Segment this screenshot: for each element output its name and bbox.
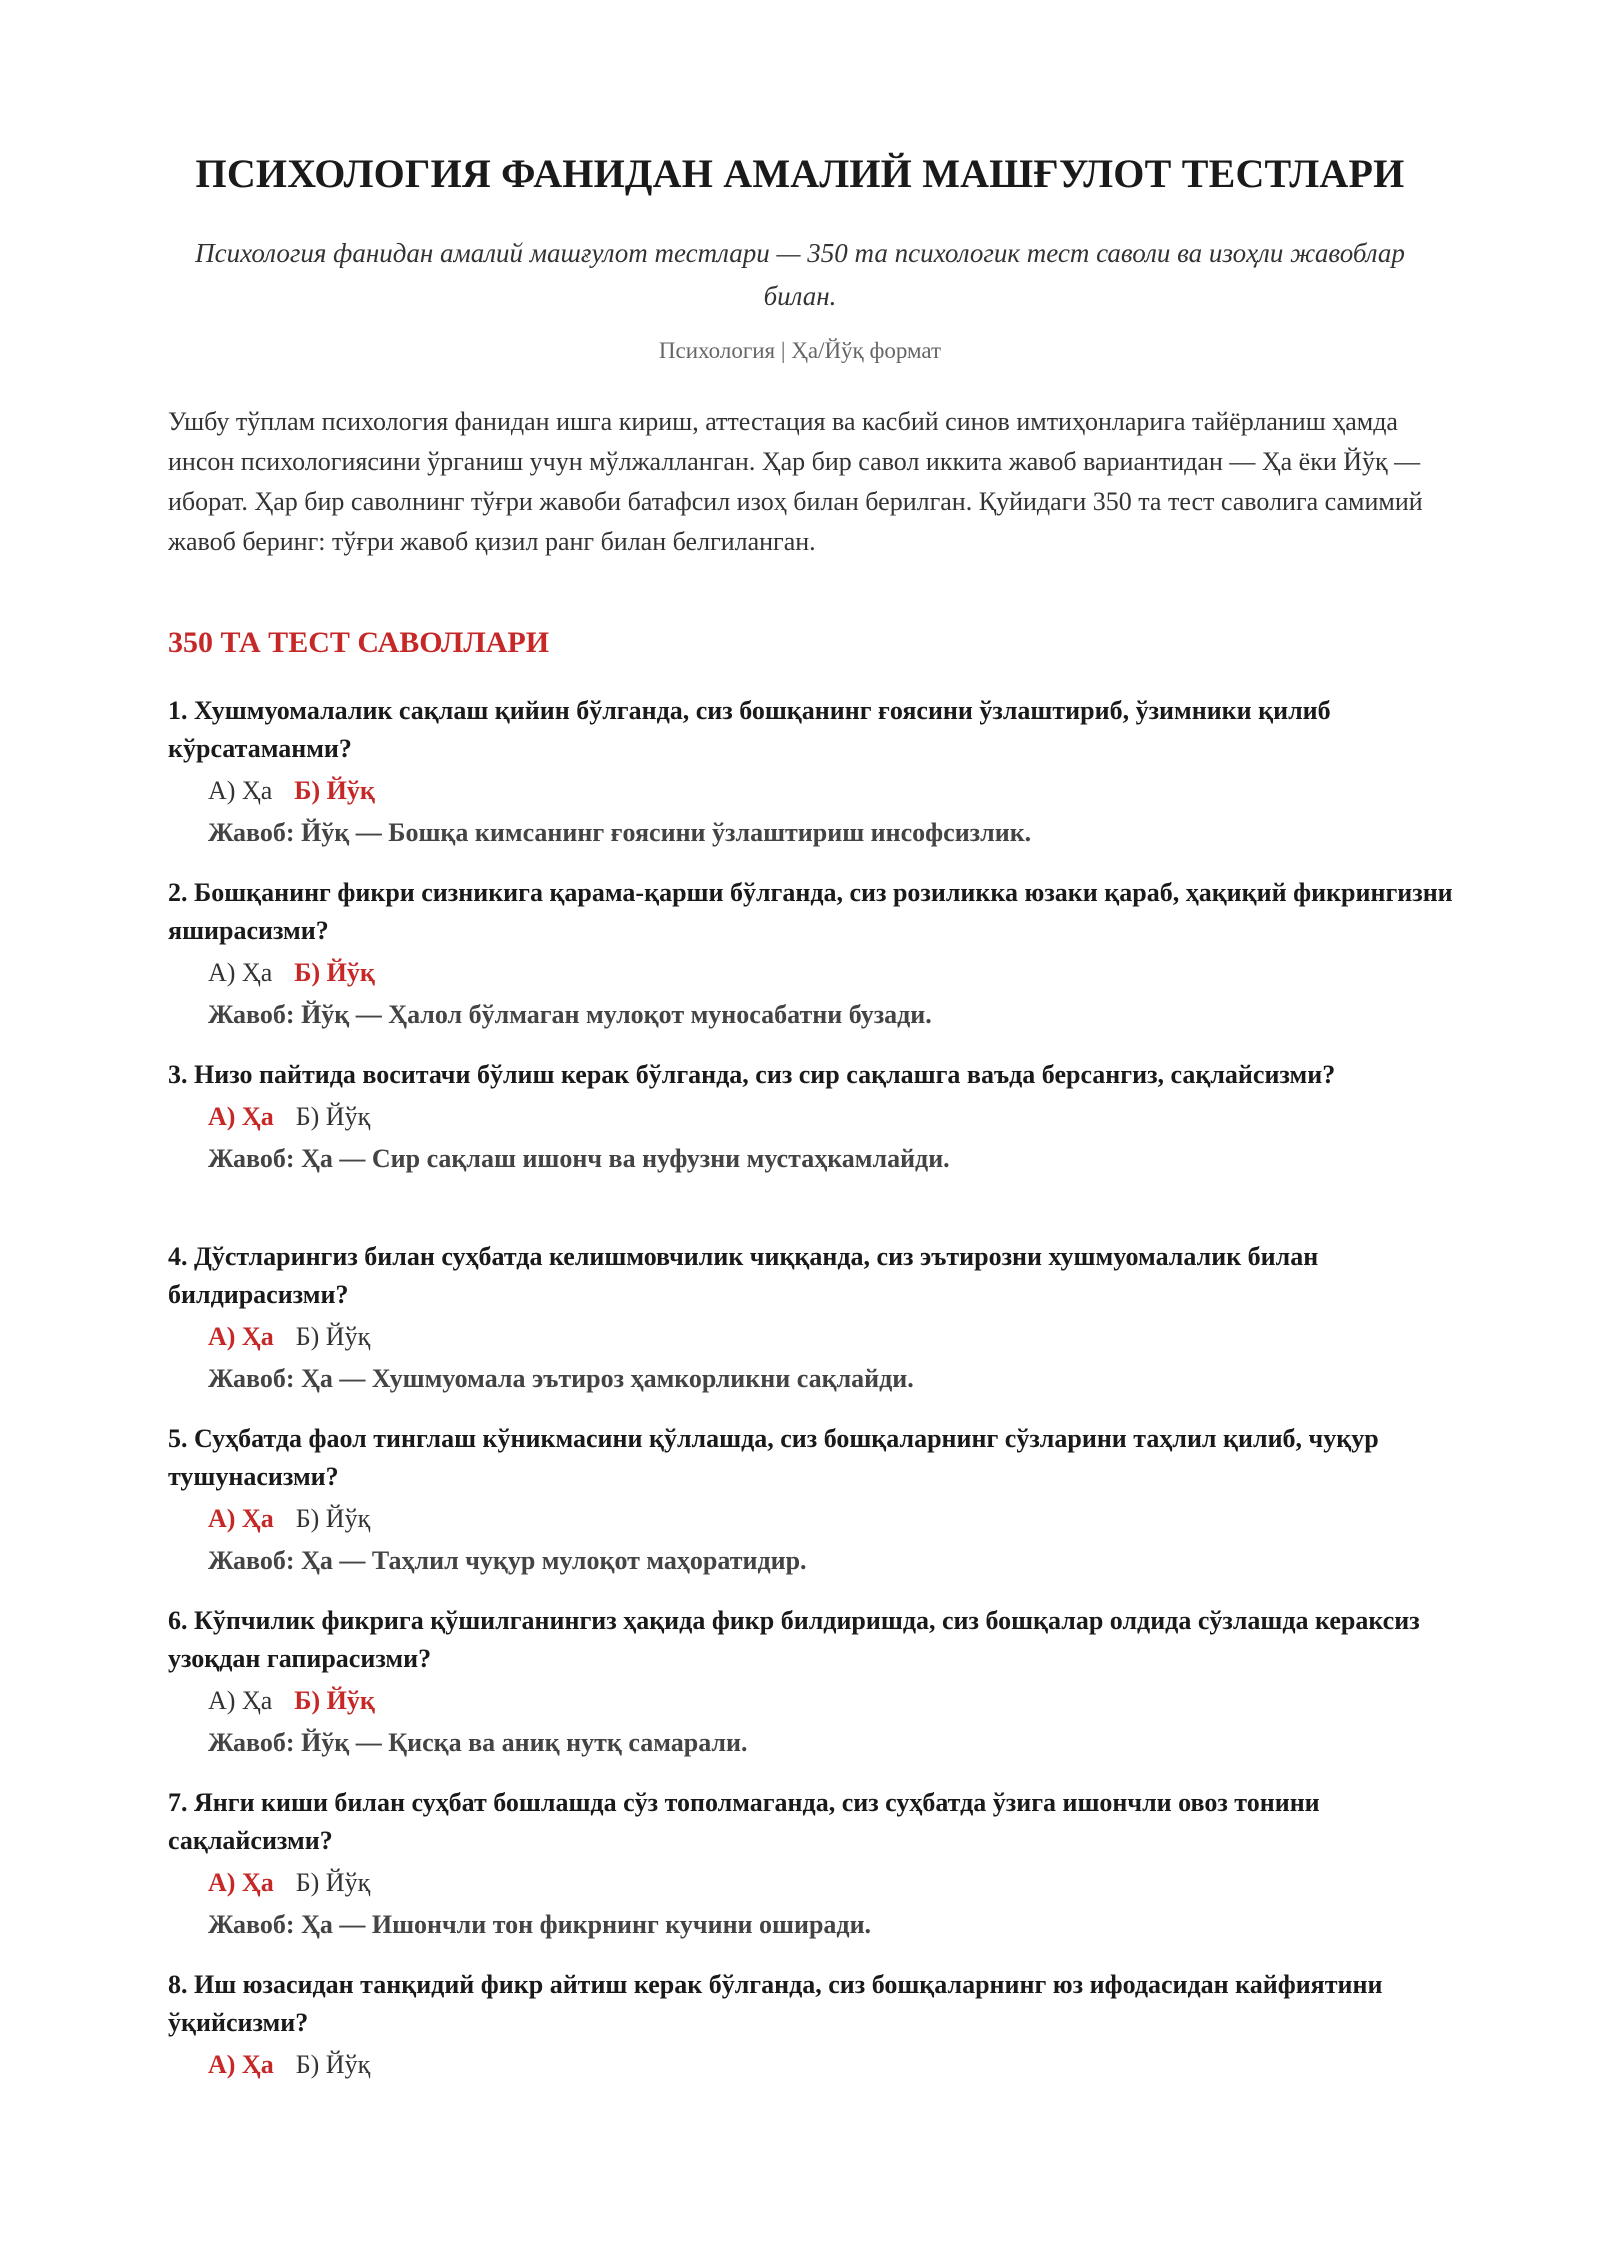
answer-explanation: Жавоб: Ҳа — Таҳлил чуқур мулоқот маҳоратидир. (208, 1546, 807, 1575)
answer-options (208, 954, 1458, 992)
question-item (168, 1966, 1458, 2084)
answer-options (208, 1500, 1458, 1538)
page-meta: Психология | Ҳа/Йўқ формат (658, 338, 942, 363)
question-text: 7. Янги киши билан суҳбат бошлашда сўз тополмаганда, сиз суҳбатда ўзига ишончли овоз тонини сақлайсизми? (168, 1788, 1320, 1855)
option-a: А) Ҳа (208, 1504, 274, 1533)
section-heading: 350 ТА ТЕСТ САВОЛЛАРИ (168, 626, 550, 659)
intro-paragraph: Ушбу тўплам психология фанидан ишга кириш, аттестация ва касбий синов имтиҳонларига тайёрланиш ҳамда инсон психологиясини ўрганиш учун мўлжалланган. Ҳар бир савол иккита жавоб вариантидан — Ҳа ёки Йўқ — иборат. Ҳар бир саволнинг тўғри жавоби батафсил изоҳ билан берилган. Қуйидаги 350 та тест саволига самимий жавоб беринг: тўғри жавоб қизил ранг билан белгиланган. (168, 407, 1423, 556)
question-item (168, 874, 1458, 1034)
question-text: 2. Бошқанинг фикри сизникига қарама-қарши бўлганда, сиз розиликка юзаки қараб, ҳақиқий фикрингизни яширасизми? (168, 878, 1453, 945)
answer-explanation: Жавоб: Йўқ — Ҳалол бўлмаган мулоқот муносабатни бузади. (208, 1000, 932, 1029)
option-a: А) Ҳа (208, 1868, 274, 1897)
question-text: 5. Суҳбатда фаол тинглаш кўникмасини қўллашда, сиз бошқаларнинг сўзларини таҳлил қилиб, чуқур тушунасизми? (168, 1424, 1379, 1491)
option-b: Б) Йўқ (295, 2050, 371, 2079)
option-b: Б) Йўқ (294, 958, 375, 987)
question-item (168, 1784, 1458, 1944)
answer-explanation: Жавоб: Йўқ — Бошқа кимсанинг ғоясини ўзлаштириш инсофсизлик. (208, 818, 1032, 847)
option-b: Б) Йўқ (295, 1322, 371, 1351)
question-text: 3. Низо пайтида воситачи бўлиш керак бўлганда, сиз сир сақлашга ваъда берсангиз, сақлайсизми? (168, 1060, 1336, 1089)
answer-explanation: Жавоб: Ҳа — Ишончли тон фикрнинг кучини оширади. (208, 1910, 872, 1939)
answer-options (208, 1864, 1458, 1902)
page-subtitle: Психология фанидан амалий машғулот тестлари — 350 та психологик тест саволи ва изоҳли жавоблар билан. (195, 238, 1405, 311)
page-title: ПСИХОЛОГИЯ ФАНИДАН АМАЛИЙ МАШҒУЛОТ ТЕСТЛАРИ (195, 151, 1405, 196)
option-a: А) Ҳа (208, 958, 273, 987)
answer-explanation: Жавоб: Йўқ — Қисқа ва аниқ нутқ самарали. (208, 1728, 748, 1757)
question-item (168, 1238, 1458, 1398)
option-a: А) Ҳа (208, 776, 273, 805)
option-a: А) Ҳа (208, 1322, 274, 1351)
answer-options (208, 1098, 1458, 1136)
option-b: Б) Йўқ (295, 1102, 371, 1131)
option-a: А) Ҳа (208, 1102, 274, 1131)
question-text: 6. Кўпчилик фикрига қўшилганингиз ҳақида фикр билдиришда, сиз бошқалар олдида сўзлашда кераксиз узоқдан гапирасизми? (168, 1606, 1420, 1673)
question-text: 8. Иш юзасидан танқидий фикр айтиш керак бўлганда, сиз бошқаларнинг юз ифодасидан кайфиятини ўқийсизми? (168, 1970, 1383, 2037)
question-text: 4. Дўстларингиз билан суҳбатда келишмовчилик чиққанда, сиз эътирозни хушмуомалалик билан билдирасизми? (168, 1242, 1319, 1309)
answer-options (208, 1682, 1458, 1720)
answer-explanation: Жавоб: Ҳа — Хушмуомала эътироз ҳамкорликни сақлайди. (208, 1364, 914, 1393)
answer-options (208, 772, 1458, 810)
question-item (168, 1602, 1458, 1762)
option-b: Б) Йўқ (294, 1686, 375, 1715)
answer-options (208, 2046, 1458, 2084)
question-item (168, 692, 1458, 852)
option-a: А) Ҳа (208, 1686, 273, 1715)
option-b: Б) Йўқ (295, 1504, 371, 1533)
option-a: А) Ҳа (208, 2050, 274, 2079)
answer-options (208, 1318, 1458, 1356)
question-text: 1. Хушмуомалалик сақлаш қийин бўлганда, сиз бошқанинг ғоясини ўзлаштириб, ўзимники қилиб кўрсатаманми? (168, 696, 1331, 763)
question-item (168, 1056, 1458, 1178)
answer-explanation: Жавоб: Ҳа — Сир сақлаш ишонч ва нуфузни мустаҳкамлайди. (208, 1144, 950, 1173)
option-b: Б) Йўқ (294, 776, 375, 805)
option-b: Б) Йўқ (295, 1868, 371, 1897)
question-item (168, 1420, 1458, 1580)
